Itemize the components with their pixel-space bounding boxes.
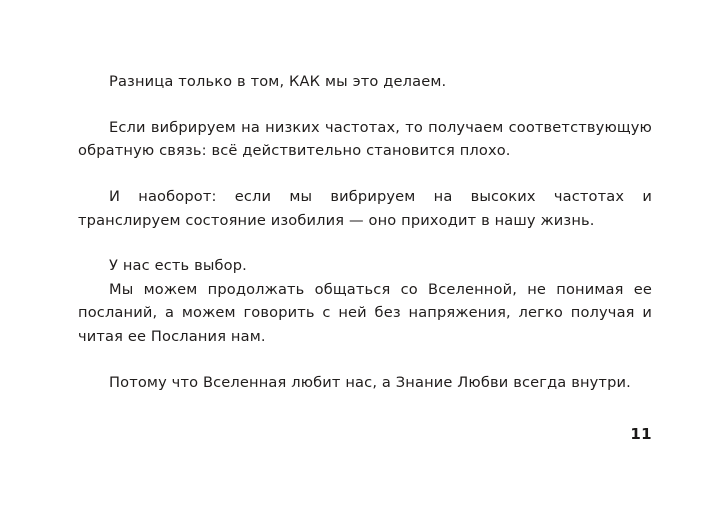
paragraph-spacer <box>78 94 652 116</box>
page-text-body <box>78 70 652 394</box>
paragraph-6: Потому что Вселенная любит нас, а Знание Любви всегда внутри. <box>109 373 631 391</box>
paragraph-5: Мы можем продолжать общаться со Вселенной, не понимая ее посланий, а можем говорить с ней без напряжения, легко получая и читая ее Послания нам. <box>78 280 652 346</box>
paragraph-spacer <box>78 163 652 185</box>
paragraph-spacer <box>78 232 652 254</box>
page-number: 11 <box>630 425 652 443</box>
paragraph-3: И наоборот: если мы вибрируем на высоких частотах и транслируем состояние изобилия — оно приходит в нашу жизнь. <box>78 187 652 229</box>
paragraph-2: Если вибрируем на низких частотах, то получаем соответствующую обратную связь: всё действительно становится плохо. <box>78 118 652 160</box>
paragraph-spacer <box>78 349 652 371</box>
paragraph-4: У нас есть выбор. <box>109 257 247 275</box>
paragraph-1: Разница только в том, КАК мы это делаем. <box>109 73 447 90</box>
